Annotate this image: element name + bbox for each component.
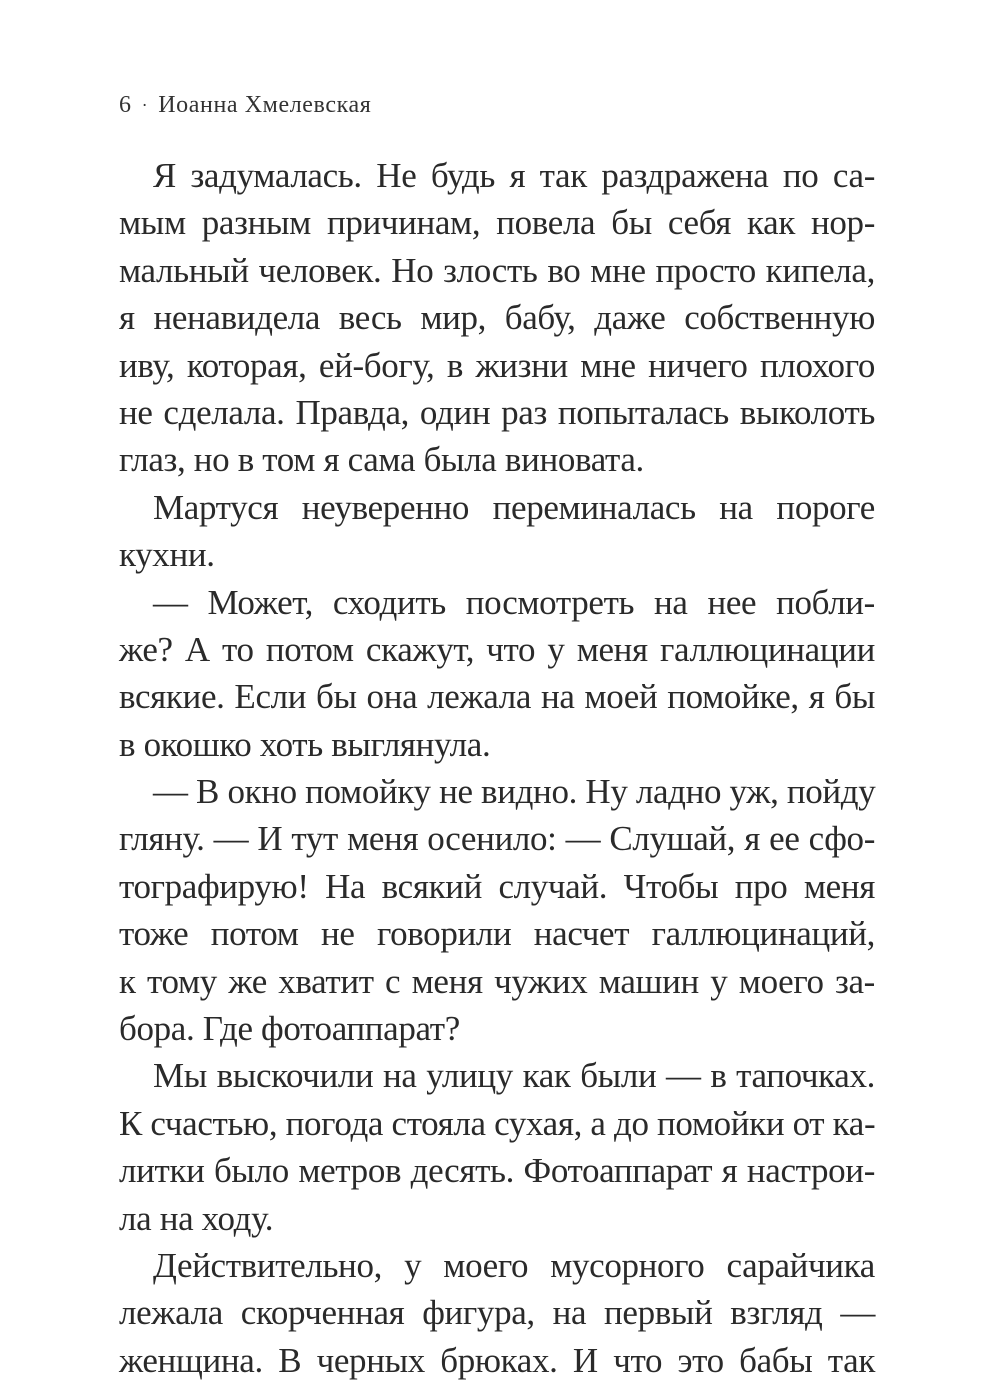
text-line: всякие. Если бы она лежала на моей помойке, я бы — [119, 677, 875, 717]
text-line: в окошко хоть выглянула. — [119, 724, 491, 764]
text-line: к тому же хватит с меня чужих машин у моего за- — [119, 961, 875, 1001]
text-line: мальный человек. Но злость во мне просто кипела, — [119, 250, 875, 290]
body-text — [119, 152, 875, 1384]
text-line: я ненавидела весь мир, бабу, даже собственную — [119, 298, 875, 338]
text-line: тографирую! На всякий случай. Чтобы про меня — [119, 866, 875, 906]
text-line: Мартуся неуверенно переминалась на пороге — [153, 487, 875, 527]
text-line: К счастью, погода стояла сухая, а до помойки от ка- — [119, 1103, 876, 1143]
text-line: глаз, но в том я сама была виновата. — [119, 440, 644, 480]
text-line: лежала скорченная фигура, на первый взгляд — — [119, 1293, 875, 1333]
text-line: ла на ходу. — [119, 1198, 274, 1238]
text-line: Действительно, у моего мусорного сарайчика — [153, 1245, 875, 1285]
text-line: — В окно помойку не видно. Ну ладно уж, пойду — [153, 772, 876, 812]
text-line: иву, которая, ей-богу, в жизни мне ничего плохого — [119, 345, 875, 385]
text-line: Я задумалась. Не будь я так раздражена по са- — [153, 156, 875, 195]
text-line: же? А то потом скажут, что у меня галлюцинации — [119, 629, 875, 669]
author-name: Иоанна Хмелевская — [158, 92, 372, 118]
text-line: не сделала. Правда, один раз попыталась выколоть — [119, 392, 875, 432]
text-line: бора. Где фотоаппарат? — [119, 1009, 460, 1049]
text-line: гляну. — И тут меня осенило: — Слушай, я ее сфо- — [119, 819, 875, 859]
text-line: мым разным причинам, повела бы себя как нор- — [119, 203, 875, 243]
text-line: Мы выскочили на улицу как были — в тапочках. — [153, 1056, 875, 1096]
text-line: женщина. В черных брюках. И что это бабы так — [119, 1340, 875, 1380]
text-line: кухни. — [119, 535, 215, 575]
running-head — [119, 92, 371, 119]
header-separator: · — [141, 95, 149, 115]
text-line: тоже потом не говорили насчет галлюцинаций, — [119, 914, 875, 954]
text-line: литки было метров десять. Фотоаппарат я настрои- — [119, 1151, 875, 1191]
page-number: 6 — [119, 92, 132, 118]
text-line: — Может, сходить посмотреть на нее побли- — [153, 582, 875, 622]
